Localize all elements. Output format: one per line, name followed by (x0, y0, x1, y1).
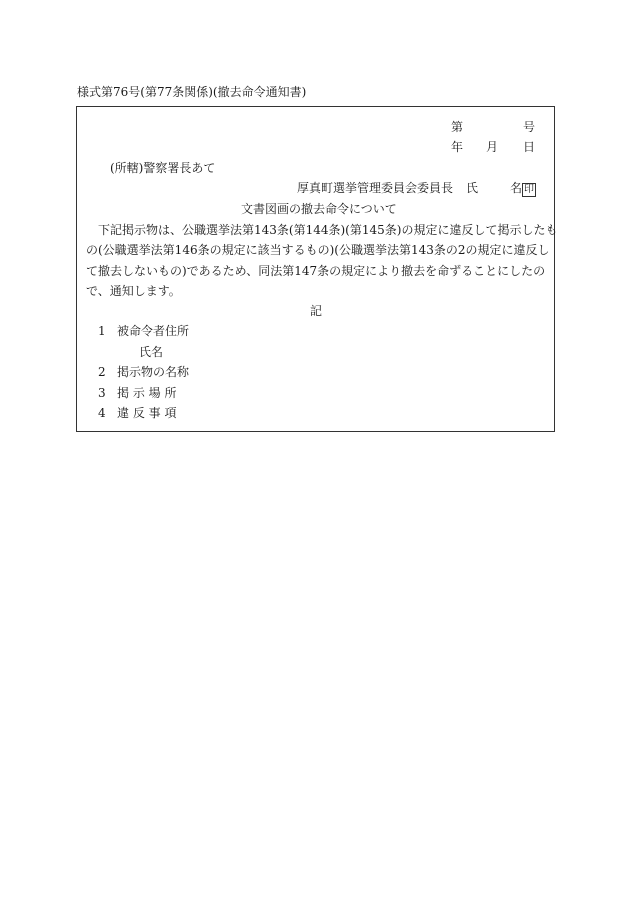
body-line-3: て撤去しないもの)であるため、同法第147条の規定により撤去を命ずることにしたの (86, 264, 546, 278)
item-4-num: 4 (98, 406, 106, 420)
item-1-num: 1 (98, 324, 106, 338)
number-go: 号 (523, 120, 536, 134)
item-2-num: 2 (98, 365, 106, 379)
item-1b-label: 氏名 (139, 345, 164, 359)
body-line-1: 下記掲示物は、公職選挙法第143条(第144条)(第145条)の規定に違反して掲示したも (98, 223, 558, 237)
date-year: 年 (451, 140, 464, 154)
item-1-label: 被命令者住所 (117, 324, 190, 338)
sender-shi: 氏 (466, 181, 479, 195)
addressee: (所轄)警察署長あて (110, 161, 216, 175)
item-3-label: 掲 示 場 所 (117, 386, 177, 400)
item-3-num: 3 (98, 386, 106, 400)
date-month: 月 (486, 140, 499, 154)
sender-title: 厚真町選挙管理委員会委員長 (297, 181, 454, 195)
sender-mei (510, 181, 536, 197)
body-line-2: の(公職選挙法第146条の規定に該当するもの)(公職選挙法第143条の2の規定に違反し (86, 243, 550, 257)
body-line-4: で、通知します。 (86, 284, 181, 298)
sender-mei-label: 名 (510, 181, 523, 195)
item-4-label: 違 反 事 項 (117, 406, 177, 420)
date-day: 日 (523, 140, 536, 154)
form-label: 様式第76号(第77条関係)(撤去命令通知書) (77, 85, 307, 99)
item-2-label: 掲示物の名称 (117, 365, 190, 379)
number-dai: 第 (451, 120, 464, 134)
seal-stamp: 印 (524, 184, 535, 195)
document-title: 文書図画の撤去命令について (241, 202, 397, 216)
ki-label: 記 (310, 304, 323, 318)
